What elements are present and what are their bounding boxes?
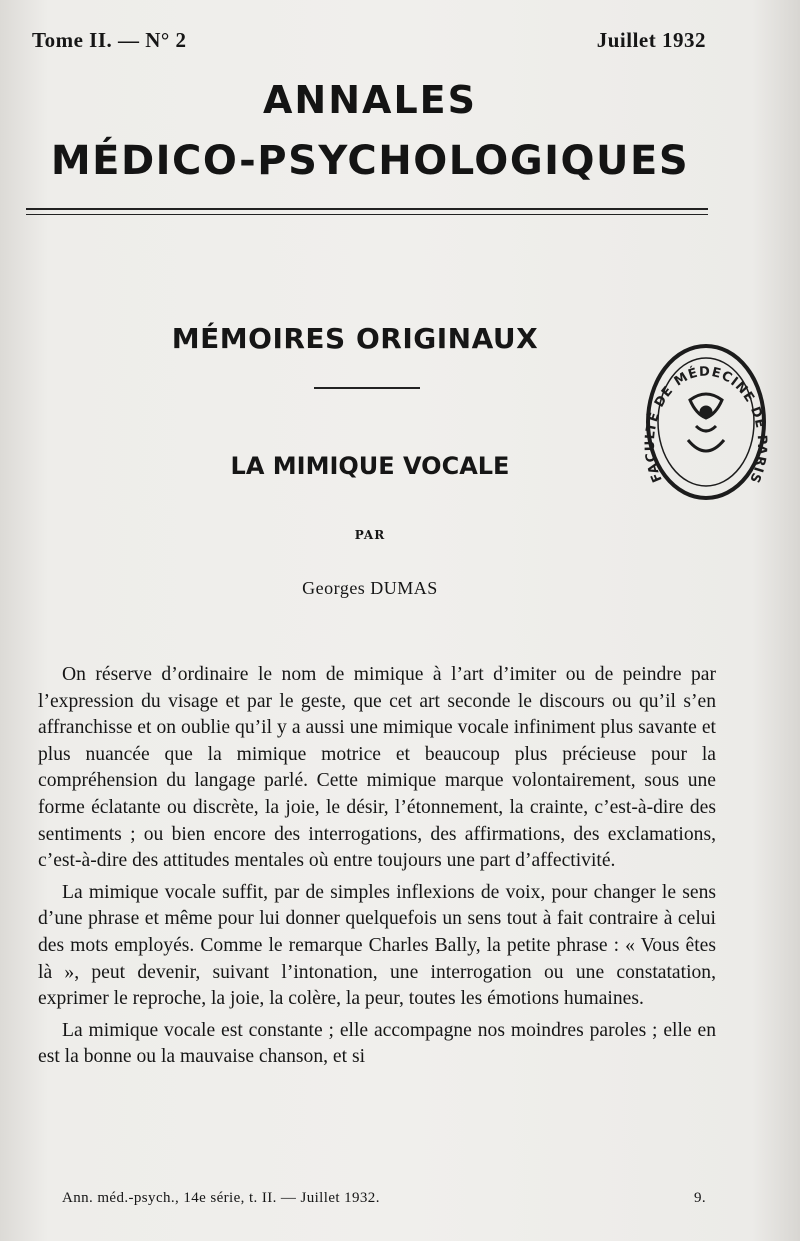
stamp-text: FACULTÉ DE MÉDECINE DE PARIS — [642, 364, 770, 486]
short-rule-divider — [314, 387, 420, 389]
volume-number: Tome II. — N° 2 — [32, 28, 187, 52]
page-number: 9. — [693, 1190, 706, 1206]
footer-citation: Ann. méd.-psych., 14e série, t. II. — Juillet 1932. — [62, 1190, 380, 1206]
byline-prefix: PAR — [354, 528, 386, 542]
article-body — [38, 662, 716, 1076]
journal-title-line2: MÉDICO-PSYCHOLOGIQUES — [50, 138, 690, 184]
double-rule-divider — [26, 208, 708, 215]
author-name: Georges DUMAS — [302, 578, 438, 598]
section-title: MÉMOIRES ORIGINAUX — [171, 322, 539, 355]
stamp-emblem-icon — [688, 394, 724, 451]
paragraph-3: La mimique vocale est constante ; elle accompagne nos moindres paroles ; elle en est la bonne ou la mauvaise chanson, et si — [38, 1019, 716, 1068]
paragraph-1: On réserve d’ordinaire le nom de mimique à l’art d’imiter ou de peindre par l’expression du visage et par le geste, que cet art seconde le discours ou qu’il s’en affranchisse et on oublie qu’il y a aussi une mimique vocale infiniment plus savante et plus nuancée que la mimique motrice et beaucoup plus précieuse pour la compréhension du langage parlé. Cette mimique marque volontairement, sous une forme éclatante ou discrète, la joie, le désir, l’étonnement, la crainte, c’est-à-dire des sentiments ; ou bien encore des interrogations, des affirmations, des exclamations, c’est-à-dire des attitudes mentales où entre toujours une part d’affectivité. — [38, 664, 716, 872]
paragraph-2: La mimique vocale suffit, par de simples inflexions de voix, pour changer le sens d’une phrase et même pour lui donner quelquefois un sens tout à fait contraire à celui des mots employés. Comme le remarque Charles Bally, la petite phrase : « Vous êtes là », peut devenir, suivant l’intonation, une interrogation ou une constatation, exprimer le reproche, la joie, la colère, la peur, toutes les émotions humaines. — [38, 881, 716, 1010]
page-footer — [62, 1190, 706, 1207]
journal-title-line1: ANNALES — [263, 78, 477, 122]
article-title: LA MIMIQUE VOCALE — [230, 452, 510, 480]
issue-date: Juillet 1932 — [596, 28, 706, 52]
running-header — [32, 28, 706, 53]
